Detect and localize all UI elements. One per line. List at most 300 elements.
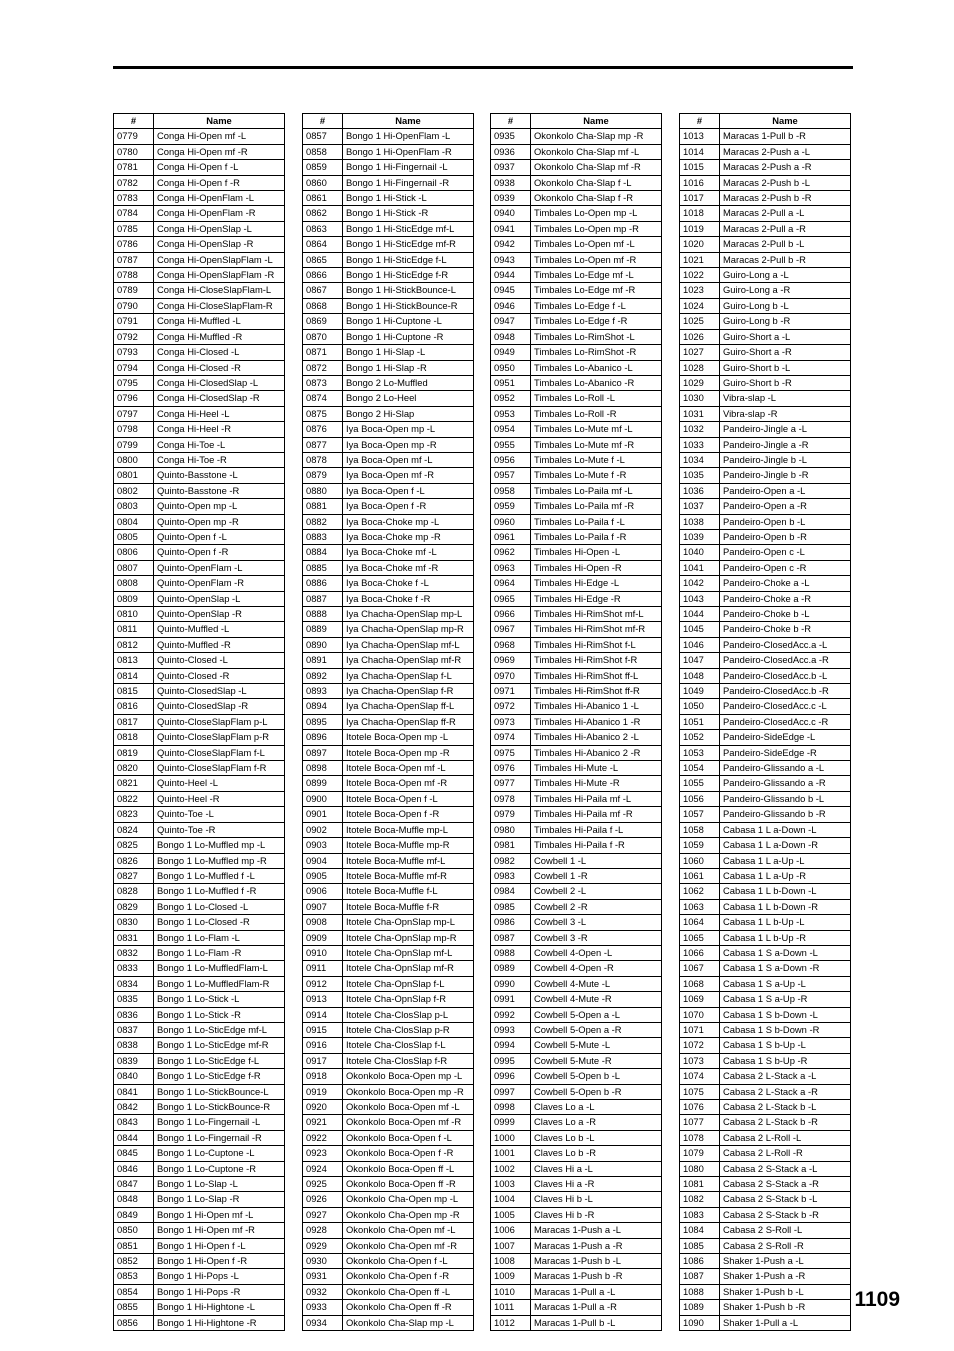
table-row [303,714,474,729]
table-row [114,961,285,976]
sample-name: Itotele Boca-Muffle f-R [343,899,474,914]
sample-number: 1067 [680,961,720,976]
table-row [303,329,474,344]
sample-number: 0999 [491,1115,531,1130]
sample-number: 0964 [491,576,531,591]
sample-number: 0956 [491,452,531,467]
sample-name: Timbales Hi-RimShot f-L [531,637,662,652]
sample-name: Guiro-Long b -R [720,314,851,329]
table-row [114,529,285,544]
table-row [303,529,474,544]
sample-number: 1023 [680,283,720,298]
sample-number: 1071 [680,1022,720,1037]
sample-number: 0921 [303,1115,343,1130]
table-row [680,1269,851,1284]
sample-number: 0938 [491,175,531,190]
table-row [680,483,851,498]
sample-number: 1004 [491,1192,531,1207]
sample-number: 0812 [114,637,154,652]
table-row [114,853,285,868]
table-row [491,1069,662,1084]
sample-number: 0844 [114,1130,154,1145]
sample-name: Quinto-Open mp -L [154,499,285,514]
table-row [680,1177,851,1192]
sample-number: 1036 [680,483,720,498]
table-row [303,1238,474,1253]
table-row [491,298,662,313]
sample-number: 0998 [491,1100,531,1115]
table-row [303,1254,474,1269]
sample-number: 0782 [114,175,154,190]
sample-name: Okonkolo Boca-Open ff -L [343,1161,474,1176]
table-row [491,868,662,883]
sample-name: Shaker 1-Push a -R [720,1269,851,1284]
sample-name: Cabasa 1 L b-Up -R [720,930,851,945]
sample-name: Timbales Hi-RimShot ff-R [531,684,662,699]
sample-name: Timbales Hi-Abanico 2 -R [531,745,662,760]
sample-name: Bongo 1 Hi-SticEdge f-L [343,252,474,267]
sample-name: Cabasa 1 S b-Down -L [720,1007,851,1022]
table-row [491,452,662,467]
table-row [491,560,662,575]
table-row [491,1100,662,1115]
sample-name: Pandeiro-Open b -R [720,529,851,544]
table-row [680,360,851,375]
sample-name: Maracas 2-Pull a -L [720,206,851,221]
table-row [303,252,474,267]
sample-number: 1010 [491,1284,531,1299]
sample-number: 0902 [303,822,343,837]
sample-number: 1040 [680,545,720,560]
sample-number: 0990 [491,976,531,991]
table-row [680,560,851,575]
sample-name: Pandeiro-Open c -L [720,545,851,560]
table-row [491,529,662,544]
table-row [491,961,662,976]
sample-number: 1057 [680,807,720,822]
sample-number: 0910 [303,945,343,960]
sample-name: Claves Hi b -L [531,1192,662,1207]
sample-name: Cabasa 1 S a-Up -R [720,992,851,1007]
sample-number: 0980 [491,822,531,837]
table-row [114,668,285,683]
table-row [680,144,851,159]
sample-number: 1058 [680,822,720,837]
sample-name: Pandeiro-Choke b -L [720,607,851,622]
sample-name: Iya Boca-Open f -L [343,483,474,498]
sample-name: Cabasa 2 L-Stack b -L [720,1100,851,1115]
sample-name: Cabasa 2 L-Stack a -L [720,1069,851,1084]
table-row [491,945,662,960]
column-header-name: Name [720,114,851,129]
table-row [491,391,662,406]
sample-number: 0952 [491,391,531,406]
sample-name: Okonkolo Cha-Open mf -L [343,1223,474,1238]
sample-number: 0868 [303,298,343,313]
sample-number: 1072 [680,1038,720,1053]
sample-number: 0814 [114,668,154,683]
sample-number: 0933 [303,1300,343,1315]
table-row [303,268,474,283]
table-row [114,745,285,760]
table-row [303,899,474,914]
sample-name: Timbales Hi-Paila f -R [531,838,662,853]
sample-number: 1047 [680,653,720,668]
table-row [114,206,285,221]
table-row [303,422,474,437]
sample-number: 0955 [491,437,531,452]
table-row [114,483,285,498]
table-row [114,298,285,313]
sample-name: Conga Hi-OpenFlam -L [154,191,285,206]
sample-name: Maracas 2-Push a -L [720,144,851,159]
sample-number: 0822 [114,791,154,806]
table-row [680,283,851,298]
sample-number: 0953 [491,406,531,421]
table-row [680,776,851,791]
sample-name: Pandeiro-ClosedAcc.c -R [720,714,851,729]
table-row [491,930,662,945]
table-row [303,791,474,806]
sample-name: Cabasa 2 S-Stack a -L [720,1161,851,1176]
sample-name: Quinto-OpenFlam -R [154,576,285,591]
sample-name: Claves Lo b -R [531,1146,662,1161]
table-row [303,730,474,745]
sample-name: Bongo 1 Hi-Hightone -R [154,1315,285,1330]
column-header-name: Name [343,114,474,129]
table-row [491,221,662,236]
sample-number: 1056 [680,791,720,806]
sample-name: Guiro-Long b -L [720,298,851,313]
table-row [680,1300,851,1315]
sample-table-4 [679,113,851,1331]
table-row [680,1084,851,1099]
sample-number: 0986 [491,915,531,930]
table-header-row [303,114,474,129]
sample-number: 0994 [491,1038,531,1053]
table-row [114,375,285,390]
sample-name: Timbales Lo-Roll -L [531,391,662,406]
sample-number: 1087 [680,1269,720,1284]
sample-number: 0804 [114,514,154,529]
sample-number: 0821 [114,776,154,791]
sample-name: Pandeiro-ClosedAcc.c -L [720,699,851,714]
sample-number: 1044 [680,607,720,622]
sample-number: 0979 [491,807,531,822]
sample-name: Cowbell 3 -L [531,915,662,930]
table-row [491,1300,662,1315]
table-row [680,1161,851,1176]
table-row [303,1100,474,1115]
sample-number: 0862 [303,206,343,221]
sample-name: Pandeiro-Jingle b -R [720,468,851,483]
table-row [303,622,474,637]
sample-number: 0893 [303,684,343,699]
table-row [491,252,662,267]
sample-number: 0784 [114,206,154,221]
table-row [303,1161,474,1176]
table-row [114,761,285,776]
table-row [491,1192,662,1207]
sample-number: 1065 [680,930,720,945]
table-row [491,1130,662,1145]
sample-number: 0988 [491,945,531,960]
sample-number: 0882 [303,514,343,529]
sample-number: 0940 [491,206,531,221]
table-row [680,422,851,437]
sample-name: Timbales Lo-Paila f -R [531,529,662,544]
sample-name: Itotele Boca-Muffle mp-R [343,838,474,853]
sample-number: 1009 [491,1269,531,1284]
sample-name: Quinto-Heel -R [154,791,285,806]
sample-number: 0781 [114,160,154,175]
sample-name: Bongo 1 Hi-Pops -R [154,1284,285,1299]
sample-name: Pandeiro-Choke b -R [720,622,851,637]
table-row [491,607,662,622]
table-row [303,976,474,991]
sample-name: Cowbell 5-Open b -R [531,1084,662,1099]
sample-number: 0914 [303,1007,343,1022]
sample-number: 1013 [680,129,720,144]
sample-name: Timbales Hi-Open -L [531,545,662,560]
table-row [303,237,474,252]
sample-name: Pandeiro-Choke a -L [720,576,851,591]
table-row [114,791,285,806]
table-row [303,1038,474,1053]
table-row [491,175,662,190]
table-row [303,884,474,899]
table-row [491,668,662,683]
sample-number: 0830 [114,915,154,930]
sample-name: Pandeiro-Glissando a -L [720,761,851,776]
sample-number: 0834 [114,976,154,991]
sample-number: 0875 [303,406,343,421]
sample-name: Cabasa 1 S b-Up -R [720,1053,851,1068]
table-row [680,976,851,991]
sample-number: 1074 [680,1069,720,1084]
table-row [303,1007,474,1022]
sample-name: Conga Hi-OpenFlam -R [154,206,285,221]
sample-number: 1034 [680,452,720,467]
sample-number: 1060 [680,853,720,868]
sample-name: Cabasa 2 S-Roll -R [720,1238,851,1253]
table-header-row [114,114,285,129]
sample-number: 0946 [491,298,531,313]
sample-name: Okonkolo Cha-Open mp -L [343,1192,474,1207]
table-row [114,1100,285,1115]
sample-number: 0828 [114,884,154,899]
sample-number: 0894 [303,699,343,714]
table-row [303,1207,474,1222]
table-row [114,268,285,283]
sample-number: 0857 [303,129,343,144]
sample-number: 0837 [114,1022,154,1037]
sample-name: Itotele Cha-OpnSlap mp-L [343,915,474,930]
sample-name: Quinto-OpenFlam -L [154,560,285,575]
sample-number: 0793 [114,345,154,360]
table-row [491,345,662,360]
sample-name: Quinto-Open mp -R [154,514,285,529]
sample-name: Conga Hi-Open f -R [154,175,285,190]
table-row [680,1254,851,1269]
column-header-number: # [303,114,343,129]
sample-table-1 [113,113,285,1331]
table-row [303,868,474,883]
sample-name: Bongo 1 Lo-Muffled mp -L [154,838,285,853]
sample-number: 0826 [114,853,154,868]
table-row [114,822,285,837]
sample-name: Guiro-Short b -L [720,360,851,375]
table-row [114,514,285,529]
table-row [303,298,474,313]
table-row [114,776,285,791]
sample-number: 1089 [680,1300,720,1315]
sample-name: Cowbell 1 -L [531,853,662,868]
sample-number: 0853 [114,1269,154,1284]
table-row [680,1053,851,1068]
sample-number: 0973 [491,714,531,729]
table-row [680,252,851,267]
table-row [303,1053,474,1068]
table-row [303,684,474,699]
sample-name: Itotele Cha-OpnSlap f-R [343,992,474,1007]
table-row [491,791,662,806]
sample-name: Timbales Hi-Edge -R [531,591,662,606]
sample-number: 1012 [491,1315,531,1330]
table-row [491,422,662,437]
sample-number: 1030 [680,391,720,406]
table-row [680,1315,851,1330]
table-row [680,175,851,190]
table-row [114,714,285,729]
table-row [680,714,851,729]
sample-number: 0808 [114,576,154,591]
table-row [680,699,851,714]
sample-number: 1088 [680,1284,720,1299]
table-row [680,129,851,144]
table-row [491,622,662,637]
sample-name: Cowbell 4-Mute -R [531,992,662,1007]
sample-number: 0827 [114,868,154,883]
sample-name: Bongo 1 Lo-Stick -L [154,992,285,1007]
sample-name: Cabasa 1 L a-Up -R [720,868,851,883]
sample-number: 0870 [303,329,343,344]
sample-name: Okonkolo Boca-Open mf -R [343,1115,474,1130]
sample-number: 1051 [680,714,720,729]
sample-name: Okonkolo Cha-Open f -L [343,1254,474,1269]
table-row [303,776,474,791]
sample-number: 0871 [303,345,343,360]
sample-number: 0960 [491,514,531,529]
sample-number: 1029 [680,375,720,390]
table-row [114,129,285,144]
sample-number: 0835 [114,992,154,1007]
sample-name: Bongo 1 Hi-Open mf -R [154,1223,285,1238]
sample-number: 0995 [491,1053,531,1068]
sample-number: 0971 [491,684,531,699]
table-row [491,899,662,914]
sample-number: 1017 [680,191,720,206]
table-row [491,1254,662,1269]
table-row [114,576,285,591]
sample-name: Quinto-Basstone -L [154,468,285,483]
table-row [303,499,474,514]
sample-number: 0975 [491,745,531,760]
sample-name: Conga Hi-Muffled -L [154,314,285,329]
table-row [303,483,474,498]
sample-number: 1059 [680,838,720,853]
sample-name: Iya Chacha-OpenSlap f-R [343,684,474,699]
sample-number: 0846 [114,1161,154,1176]
sample-number: 0816 [114,699,154,714]
table-row [303,144,474,159]
table-row [680,1223,851,1238]
sample-name: Pandeiro-Glissando b -L [720,791,851,806]
table-row [491,329,662,344]
sample-name: Okonkolo Boca-Open mp -R [343,1084,474,1099]
sample-number: 0943 [491,252,531,267]
table-row [680,868,851,883]
sample-number: 0805 [114,529,154,544]
sample-number: 0876 [303,422,343,437]
column-header-number: # [680,114,720,129]
table-row [491,545,662,560]
table-row [114,160,285,175]
table-row [491,992,662,1007]
table-row [680,499,851,514]
sample-number: 1007 [491,1238,531,1253]
sample-number: 0913 [303,992,343,1007]
sample-name: Maracas 2-Pull b -L [720,237,851,252]
sample-name: Timbales Hi-Paila mf -R [531,807,662,822]
table-row [114,345,285,360]
sample-name: Claves Hi a -L [531,1161,662,1176]
sample-number: 0823 [114,807,154,822]
sample-name: Pandeiro-SideEdge -R [720,745,851,760]
sample-number: 1050 [680,699,720,714]
sample-number: 0801 [114,468,154,483]
sample-name: Shaker 1-Pull a -L [720,1315,851,1330]
sample-number: 1019 [680,221,720,236]
sample-name: Okonkolo Boca-Open ff -R [343,1177,474,1192]
sample-name: Timbales Hi-RimShot f-R [531,653,662,668]
sample-number: 0987 [491,930,531,945]
sample-name: Quinto-Toe -L [154,807,285,822]
sample-name: Conga Hi-OpenSlapFlam -R [154,268,285,283]
sample-number: 0792 [114,329,154,344]
sample-name: Bongo 1 Lo-SticEdge f-L [154,1053,285,1068]
sample-name: Bongo 2 Lo-Heel [343,391,474,406]
table-row [680,1192,851,1207]
table-row [303,1022,474,1037]
sample-number: 0898 [303,761,343,776]
table-row [303,437,474,452]
sample-name: Iya Boca-Choke f -L [343,576,474,591]
sample-number: 0963 [491,560,531,575]
sample-name: Bongo 1 Lo-MuffledFlam-L [154,961,285,976]
sample-name: Okonkolo Boca-Open mf -L [343,1100,474,1115]
table-row [680,514,851,529]
sample-name: Bongo 1 Hi-SticEdge f-R [343,268,474,283]
table-row [303,175,474,190]
sample-name: Bongo 1 Hi-SticEdge mf-R [343,237,474,252]
sample-name: Pandeiro-Glissando a -R [720,776,851,791]
table-row [303,221,474,236]
sample-name: Iya Chacha-OpenSlap mp-R [343,622,474,637]
sample-name: Conga Hi-ClosedSlap -R [154,391,285,406]
table-row [114,1223,285,1238]
sample-name: Conga Hi-CloseSlapFlam-R [154,298,285,313]
